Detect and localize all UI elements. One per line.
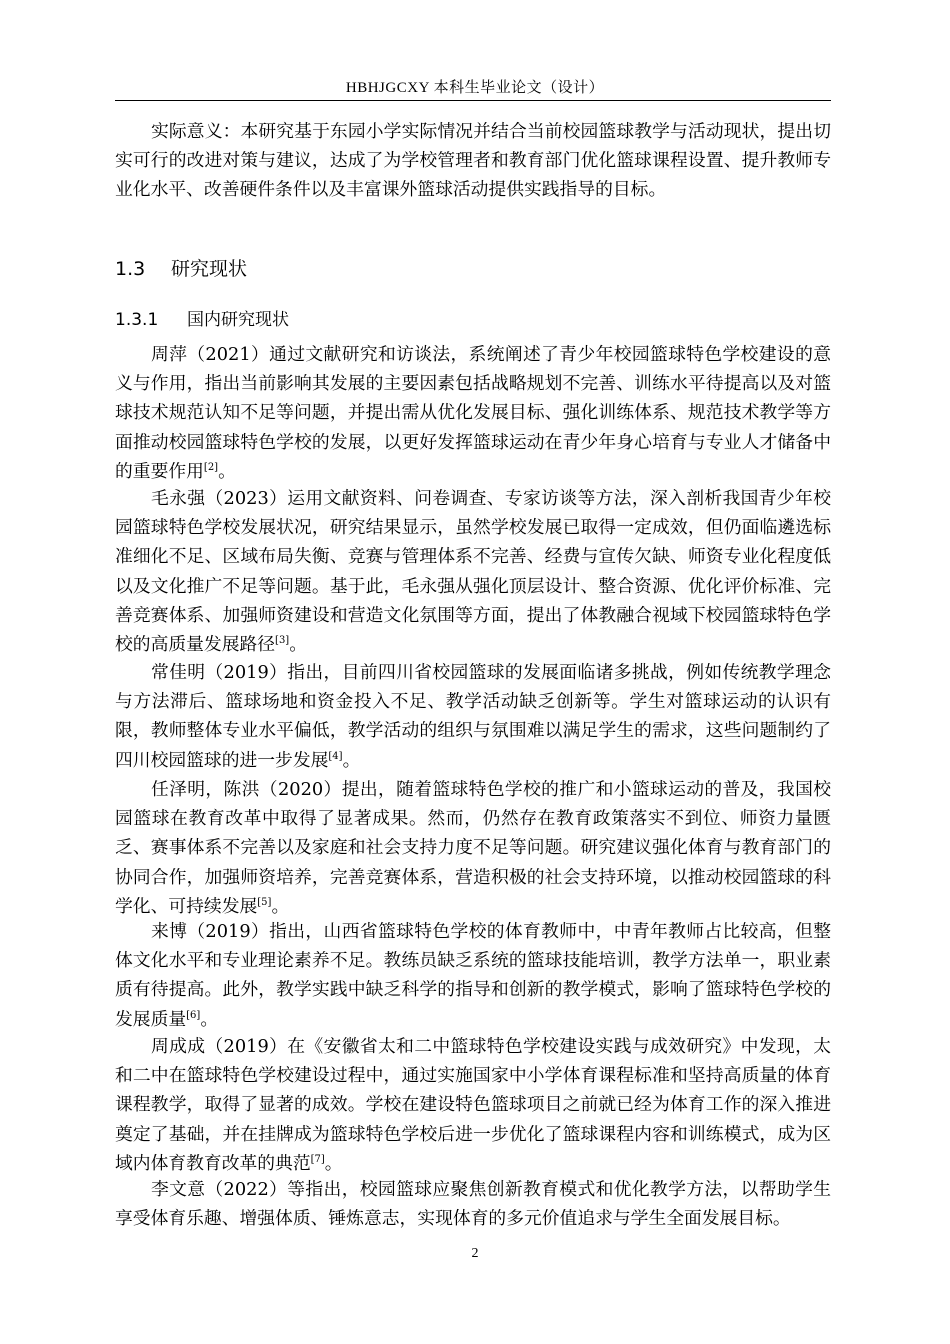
paragraph-text: 毛永强（2023）运用文献资料、问卷调查、专家访谈等方法，深入剖析我国青少年校园篮球特色学校发展状况，研究结果显示，虽然学校发展已取得一定成效，但仍面临遴选标准细化不足、区域布局失衡、竞赛与管理体系不完善、经费与宣传欠缺、师资专业化程度低以及文化推广不足等问题。基于此，毛永强从强化顶层设计、整合资源、优化评价标准、完善竞赛体系、加强师资建设和营造文化氛围等方面，提出了体教融合视域下校园篮球特色学校的高质量发展路径 [115,488,831,656]
body-paragraph [115,484,831,659]
paragraph-text: 周萍（2021）通过文献研究和访谈法，系统阐述了青少年校园篮球特色学校建设的意义与作用，指出当前影响其发展的主要因素包括战略规划不完善、训练水平待提高以及对篮球技术规范认知不足等问题，并提出需从优化发展目标、强化训练体系、规范技术教学等方面推动校园篮球特色学校的发展，以更好发挥篮球运动在青少年身心培育与专业人才储备中的重要作用 [115,344,831,482]
paragraph-end: 。 [218,460,236,482]
citation-ref: [7] [310,1153,325,1165]
section-title: 研究现状 [171,258,248,280]
body-paragraph [115,340,831,486]
paragraph-text: 来博（2019）指出，山西省篮球特色学校的体育教师中，中青年教师占比较高，但整体文化水平和专业理论素养不足。教练员缺乏系统的篮球技能培训，教学方法单一，职业素质有待提高。此外，教学实践中缺乏科学的指导和创新的教学模式，影响了篮球特色学校的发展质量 [115,921,831,1030]
running-header: HBHJGCXY 本科生毕业论文（设计） [345,80,605,96]
body-paragraph [115,917,831,1034]
citation-ref: [6] [186,1009,201,1021]
paragraph-end: 。 [200,1008,219,1030]
citation-ref: [2] [203,461,219,473]
paragraph-text: 李文意（2022）等指出，校园篮球应聚焦创新教育模式和优化教学方法，以帮助学生享受体育乐趣、增强体质、锤炼意志，实现体育的多元价值追求与学生全面发展目标。 [115,1179,831,1230]
paragraph-end: 。 [324,1152,343,1174]
paragraph-end: 。 [271,895,290,917]
citation-ref: [3] [275,635,290,647]
paragraph-text: 周成成（2019）在《安徽省太和二中篮球特色学校建设实践与成效研究》中发现，太和二中在篮球特色学校建设过程中，通过实施国家中小学体育课程标准和坚持高质量的体育课程教学，取得了显著的成效。学校在建设特色篮球项目之前就已经为体育工作的深入推进奠定了基础，并在挂牌成为篮球特色学校后进一步优化了篮球课程内容和训练模式，成为区域内体育教育改革的典范 [115,1036,831,1174]
subsection-heading [115,305,289,330]
body-paragraph [115,1175,831,1233]
paragraph-end: 。 [342,749,361,771]
body-paragraph [115,1032,831,1178]
page-number: 2 [471,1246,479,1261]
paragraph-text: 任泽明，陈洪（2020）提出，随着篮球特色学校的推广和小篮球运动的普及，我国校园篮球在教育改革中取得了显著成果。然而，仍然存在教育政策落实不到位、师资力量匮乏、赛事体系不完善以及家庭和社会支持力度不足等问题。研究建议强化体育与教育部门的协同合作，加强师资培养，完善竞赛体系，营造积极的社会支持环境，以推动校园篮球的科学化、可持续发展 [115,779,831,917]
paragraph-text: 常佳明（2019）指出，目前四川省校园篮球的发展面临诸多挑战，例如传统教学理念与方法滞后、篮球场地和资金投入不足、教学活动缺乏创新等。学生对篮球运动的认识有限，教师整体专业水平偏低，教学活动的组织与氛围难以满足学生的需求，这些问题制约了四川校园篮球的进一步发展 [115,662,831,771]
section-number: 1.3 [115,258,146,280]
subsection-number: 1.3.1 [115,310,159,330]
paragraph-end: 。 [289,634,308,656]
intro-paragraph: 实际意义：本研究基于东园小学实际情况并结合当前校园篮球教学与活动现状，提出切实可行的改进对策与建议，达成了为学校管理者和教育部门优化篮球课程设置、提升教师专业化水平、改善硬件条件以及丰富课外篮球活动提供实践指导的目标。 [115,121,831,201]
header-rule [115,100,831,101]
section-heading [115,254,247,281]
subsection-title: 国内研究现状 [187,310,289,330]
citation-ref: [4] [328,750,343,762]
body-paragraph [115,658,831,775]
citation-ref: [5] [257,896,272,908]
body-paragraph [115,775,831,921]
